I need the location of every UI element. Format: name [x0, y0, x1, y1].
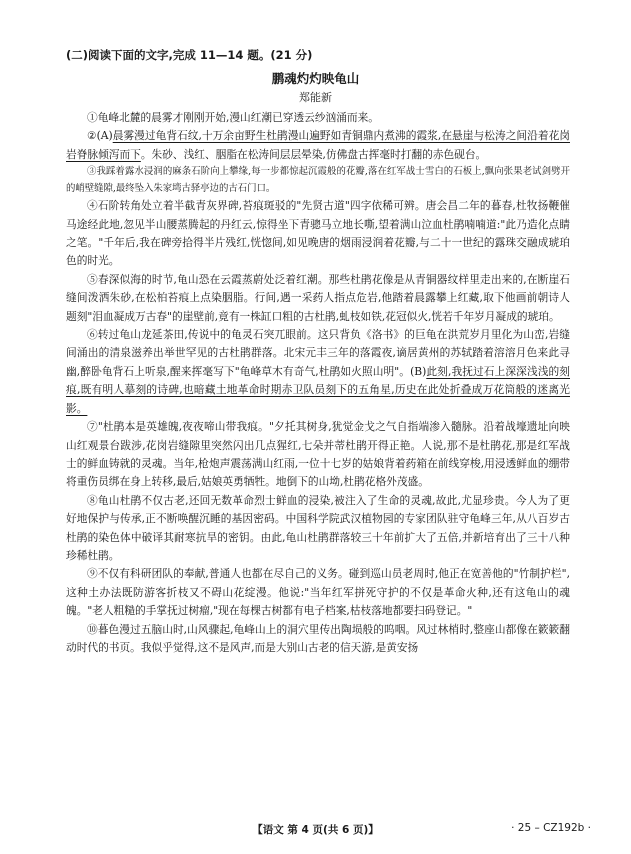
paragraph-p10 [66, 621, 570, 658]
paragraph-text: ⑧龟山杜鹃不仅古老,还回无数革命烈士鲜血的浸染,被注入了生命的灵魂,故此,尤显珍贵。今人为了更好地保护与传承,正不断唤醒沉睡的基因密码。中国科学院武汉植物园的专家团队驻守龟峰三年,从八百岁古杜鹃的染色体中破译其耐寒抗旱的密钥。由此,龟山杜鹃群落较三十年前扩大了五倍,并新培育出了三十八种珍稀杜鹃。 [66, 493, 570, 562]
paragraph-p1 [66, 109, 570, 127]
paragraph-text: ⑨不仅有科研团队的奉献,普通人也都在尽自己的义务。碰到巡山员老周时,他正在宽善他的"竹制护栏",这种土办法既防游客折枝又不碍山花绽漫。他说:"当年红军拼死守护的不仅是革命火种,还有这龟山的魂魄。"老人粗糙的手掌抚过树瘤,"现在每棵古树都有电子档案,枯枝落地都要扫码登记。" [66, 567, 570, 618]
paragraph-p6 [66, 326, 570, 418]
section-header: (二)阅读下面的文字,完成 11—14 题。(21 分) [66, 48, 313, 62]
paragraph-text: ⑩暮色漫过五脑山时,山风骤起,龟峰山上的洞穴里传出陶埙般的呜咽。风过林梢时,整座山都像在簌簌翻动时代的书页。我似乎觉得,这不是风声,而是大别山古老的信天游,是黄安扬 [66, 622, 570, 654]
footer-exam-code: · 25 – CZ192b · [511, 822, 591, 834]
paragraph-text: ④石阶转角处立着半截青灰界碑,苔痕斑驳的"先贤古道"四字依稀可辨。唐会昌二年的暮春,杜牧扬鞭催马途经此地,忽见半山腰蒸腾起的丹红云,惊得坐下青骢马立地长嘶,望着满山泣血杜鹃喃喃道:"此乃造化点睛之笔。"千年后,我在碑旁拾得半片残红,恍惚间,如见晚唐的烟雨浸润着花瓣,与二十一世纪的露珠交融成琥珀色的时光。 [66, 199, 570, 268]
paragraph-p5 [66, 271, 570, 326]
paragraph-text: ③我踩着露水浸润的麻条石阶向上攀缘,每一步都惊起沉霞般的花瓣,落在红军战士雪白的石板上,飘向张果老试剑劈开的峭壁缝隙,最终坠入朱家塆古驿亭边的古石门口。 [66, 166, 570, 194]
paragraph-p7 [66, 418, 570, 492]
underlined-passage: 晨雾漫过龟背石纹,十万余亩野生杜鹃漫山遍野如青铜鼎内煮沸的霞浆,在悬崖与松涛之间沿着花岗岩脊脉倾泻而下 [66, 129, 570, 161]
paragraph-text: ⑥转过龟山龙延茶田,传说中的龟灵石突兀眼前。这只背负《洛书》的巨龟在洪荒岁月里化为山峦,岩缝间涌出的清泉滋养出举世罕见的古杜鹃群落。北宋元丰三年的落霞夜,谪居黄州的苏轼踏着溶溶月色来此寻幽,醉卧龟背石上听泉,醒来挥毫写下"龟峰草木有奇气,杜鹃如火照山明"。(B) [66, 328, 570, 378]
paragraph-text: ②(A) [87, 129, 113, 143]
paragraph-p9 [66, 565, 570, 620]
paragraph-text: 。朱砂、浅红、胭脂在松涛间层层晕染,仿佛盘古挥毫时打翻的赤色砚台。 [140, 147, 487, 161]
paragraph-text: ⑤春深似海的时节,龟山恐在云霞蒸蔚处泛着红潮。那些杜鹃花像是从青铜器纹样里走出来的,在断崖石缝间泼洒朱砂,在松柏苔痕上点染胭脂。行间,遇一采药人指点危岩,他踏着晨露攀上红藏,取下他画前朝诗人题刻"泪血凝成万古春"的崖壁前,竟有一株缸口粗的古杜鹃,虬枝如铁,花冠似火,恍若千年岁月凝成的琥珀。 [66, 272, 570, 323]
article-title: 鹏魂灼灼映龟山 [271, 71, 360, 86]
paragraph-p8 [66, 492, 570, 566]
paragraph-p3 [66, 164, 570, 197]
underlined-passage: 此刻,我抚过石上深深浅浅的刻痕,既有明人摹刻的诗碑,也暗藏土地革命时期赤卫队员刻下的五角星,历史在此处折叠成万花筒般的迷离光影。 [66, 364, 570, 415]
paragraph-text: ①龟峰北麓的晨雾才刚刚开始,漫山红潮已穿透云纱汹涌而来。 [87, 111, 379, 124]
paragraph-p2 [66, 127, 570, 164]
page-footer [0, 822, 631, 838]
paragraph-p4 [66, 197, 570, 271]
article-author: 郑能新 [299, 91, 332, 104]
paragraph-text: ⑦"杜鹃本是英雄魄,夜夜啼山带我痕。"夕托其树身,犹觉金戈之气自指端渗入髓脉。沿着战壕遗址向映山红观景台跋涉,花岗岩缝隙里突然闪出几点猩红,七朵并蒂杜鹃开得正艳。人说,那不是杜鹃花,那是红军战士的鲜血铸就的灵魂。当年,枪炮声震荡满山红雨,一位十七岁的姑娘背着药箱在前线穿梭,用浸透鲜血的绷带将重伤员绑在身上转移,最后,姑娘英勇牺牲。地倒下的山坳,杜鹃花格外茂盛。 [66, 420, 570, 489]
footer-page-info: 【语文 第 4 页(共 6 页)】 [252, 824, 379, 836]
article-body [66, 109, 570, 657]
